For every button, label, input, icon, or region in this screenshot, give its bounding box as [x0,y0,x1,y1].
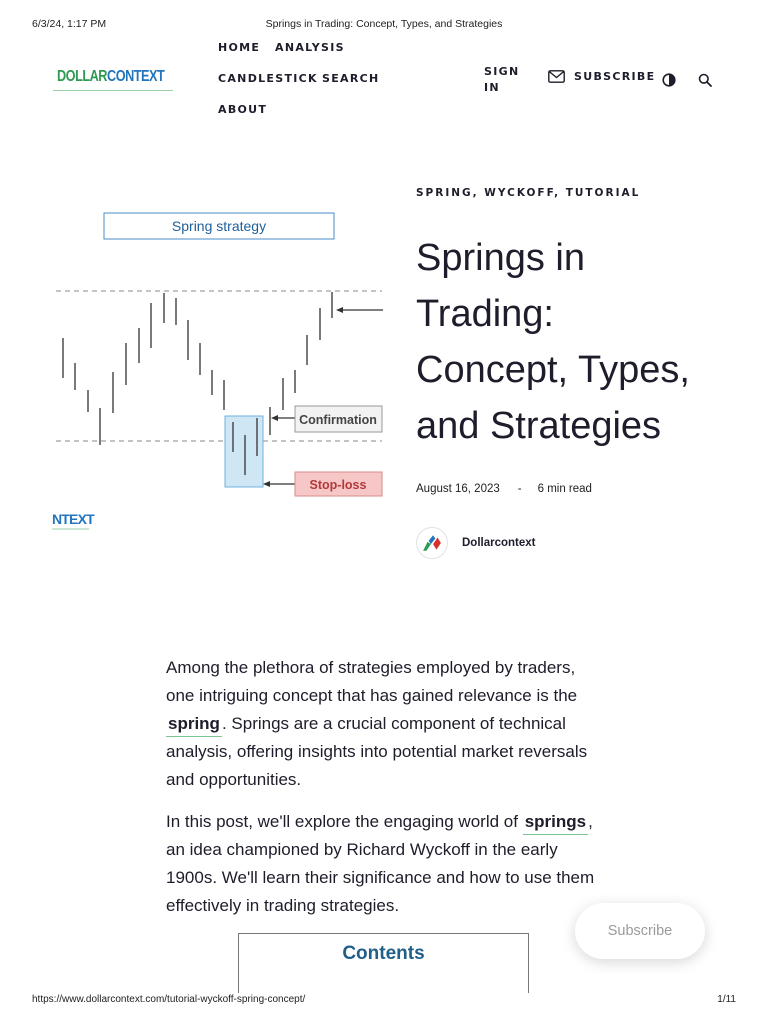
search-button[interactable] [697,72,713,88]
nav-about[interactable]: ABOUT [218,103,268,116]
nav-candlestick[interactable]: CANDLESTICK [218,72,318,85]
subscribe-label: SUBSCRIBE [574,70,656,83]
floating-subscribe-button[interactable]: Subscribe [575,903,705,959]
price-bars [63,292,332,475]
print-page-number: 1/11 [717,994,736,1005]
author-name: Dollarcontext [462,537,536,549]
envelope-icon [548,70,565,83]
post-tags[interactable]: SPRING, WYCKOFF, TUTORIAL [416,187,641,199]
article-paragraph: Among the plethora of strategies employed by traders, one intriguing concept that has gained relevance is the spring . Springs are a crucial component of technical analysis, offering insights into potential market reversals and opportunities. [166,658,588,789]
meta-separator: - [517,483,522,495]
image-watermark: NTEXT [52,511,94,527]
print-footer [0,994,768,1008]
search-icon [698,73,712,87]
nav-home[interactable]: HOME [218,41,261,54]
read-time: 6 min read [537,483,592,495]
post-date: August 16, 2023 [416,483,500,495]
article-body [166,654,606,934]
springs-link[interactable]: springs [523,812,588,835]
print-header [0,18,768,32]
table-of-contents [238,933,529,993]
nav-search[interactable]: SEARCH [322,72,380,85]
print-page-title: Springs in Trading: Concept, Types, and Strategies [265,18,503,30]
post-meta [416,483,592,495]
dollarcontext-logo-icon [422,534,442,552]
post-author[interactable] [416,527,536,559]
stoploss-label: Stop-loss [309,478,367,492]
site-logo[interactable] [53,63,173,91]
sign-in-link[interactable]: SIGN IN [484,65,520,94]
spring-link[interactable]: spring [166,714,222,737]
confirmation-label: Confirmation [299,413,377,427]
post-title: Springs in Trading: Concept, Types, and Strategies [416,237,690,447]
print-url: https://www.dollarcontext.com/tutorial-wyckoff-spring-concept/ [32,994,306,1005]
contrast-icon [662,73,676,87]
article-paragraph: In this post, we'll explore the engaging world of springs , an idea championed by Richard Wyckoff in the early 1900s. We'll learn their significance and how to use them effectively in trading strategies. [166,812,595,915]
featured-image [52,200,386,536]
nav-analysis[interactable]: ANALYSIS [275,41,345,54]
author-avatar [416,527,448,559]
subscribe-button[interactable] [548,70,655,83]
toc-title: Contents [342,943,425,964]
theme-toggle-button[interactable] [661,72,677,88]
diagram-title: Spring strategy [171,218,267,234]
print-date: 6/3/24, 1:17 PM [32,18,107,30]
logo-wordmark: DOLLARCONTEXT [57,67,165,85]
spring-strategy-diagram [52,200,386,536]
